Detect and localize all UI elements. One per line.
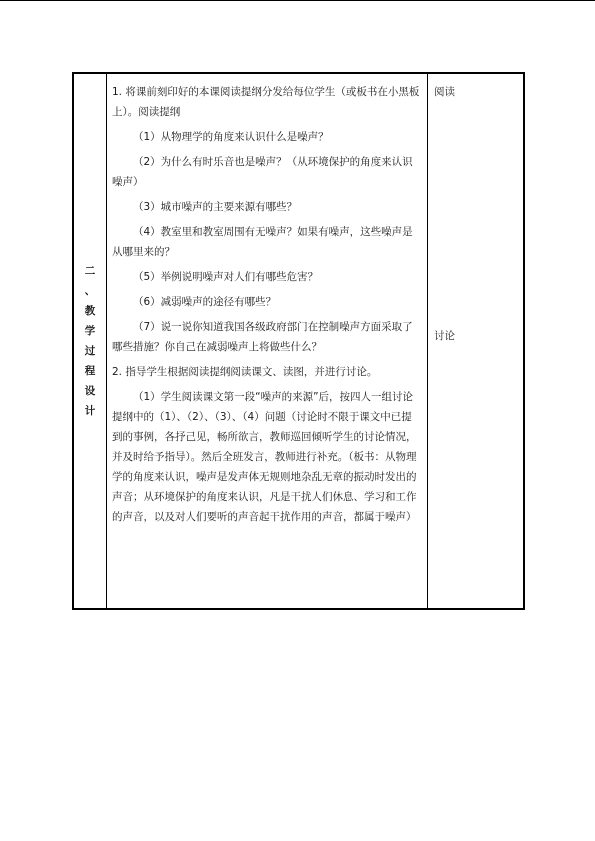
section-label-char: 二: [84, 265, 96, 277]
section-label-char: 、: [84, 285, 96, 297]
outline-question: （3）城市噪声的主要来源有哪些？: [133, 201, 298, 213]
activity-reading: 阅读: [434, 86, 455, 98]
outline-question: （1）从物理学的角度来认识什么是噪声？: [133, 131, 329, 143]
section-label-char: 过: [84, 345, 96, 357]
outline-question: （2）为什么有时乐音也是噪声？（从环境保护的角度来认识噪声）: [112, 156, 413, 188]
outline-question: （5）举例说明噪声对人们有哪些危害？: [133, 271, 319, 283]
column-divider-right: [427, 74, 428, 608]
step-2-detail: （1）学生阅读课文第一段“噪声的来源”后，按四人一组讨论提纲中的（1）、（2）、（3）、（4）问题（讨论时不限于课文中已提到的事例，各抒己见，畅所欲言，教师巡回倾听学生的讨论情况，并及时给予指导）。然后全班发言，教师进行补充。（板书：从物理学的角度来认识，噪声是发声体无规则地杂乱无章的振动时发出的声音；从环境保护的角度来认识，凡是干扰人们休息、学习和工作的声音，以及对人们要听的声音起干扰作用的声音，都属于噪声）: [112, 391, 417, 523]
teaching-content: [112, 82, 422, 532]
outline-question: （7）说一说你知道我国各级政府部门在控制噪声方面采取了哪些措施？你自己在减弱噪声上将做些什么？: [112, 321, 413, 353]
section-label-char: 设: [84, 385, 96, 397]
lesson-plan-table: [72, 72, 525, 610]
step-2-text: 2. 指导学生根据阅读提纲阅读课文、读图，并进行讨论。: [112, 366, 378, 378]
section-label-char: 教: [84, 305, 96, 317]
section-label-char: 计: [84, 405, 96, 417]
column-divider-left: [106, 74, 107, 608]
section-label-char: 程: [84, 365, 96, 377]
step-1-text: 1. 将课前刻印好的本课阅读提纲分发给每位学生（或板书在小黑板上）。阅读提纲: [112, 86, 420, 118]
section-label-char: 学: [84, 325, 96, 337]
outline-question: （6）减弱噪声的途径有哪些？: [133, 296, 277, 308]
activity-discussion: 讨论: [434, 330, 455, 342]
section-label: [74, 74, 106, 608]
outline-question: （4）教室里和教室周围有无噪声？如果有噪声，这些噪声是从哪里来的？: [112, 226, 413, 258]
page-top-rule: [0, 0, 595, 1]
